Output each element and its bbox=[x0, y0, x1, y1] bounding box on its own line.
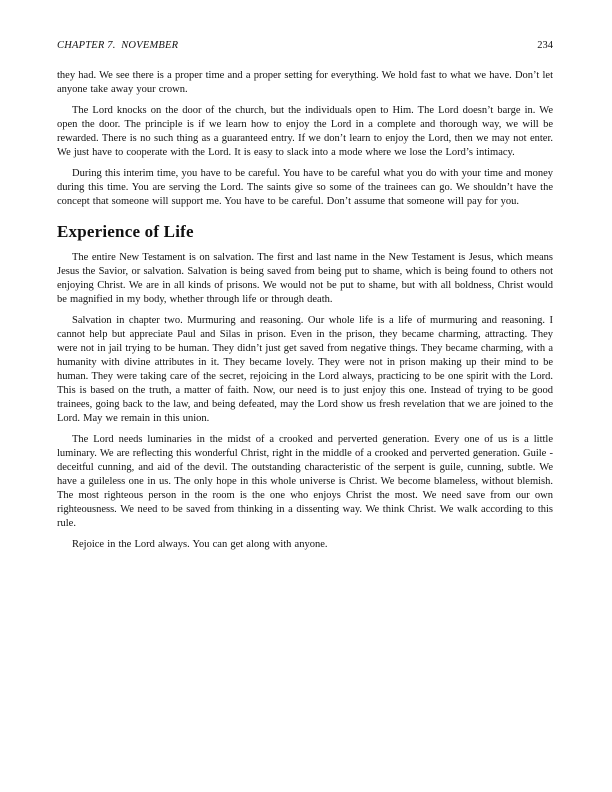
running-header bbox=[57, 40, 553, 51]
paragraph-3: During this interim time, you have to be careful. You have to be careful what you do with your time and money during this time. You are serving the Lord. The saints give so some of the trainees can go. We shouldn’t have the concept that someone will support me. You have to be careful. Don’t assume that someone will pay for you. bbox=[57, 168, 553, 207]
paragraph-1: they had. We see there is a proper time and a proper setting for everything. We hold fast to what we have. Don’t let anyone take away your crown. bbox=[57, 70, 553, 95]
page-body bbox=[57, 69, 553, 559]
paragraph-2: The Lord knocks on the door of the church, but the individuals open to Him. The Lord doesn’t barge in. We open the door. The principle is if we learn how to enjoy the Lord in a complete and thorough way, we will be rewarded. There is no such thing as a guaranteed entry. If we don’t learn to enjoy the Lord, then we may not enter. We just have to cooperate with the Lord. It is easy to slack into a mode where we lose the Lord’s intimacy. bbox=[57, 105, 553, 158]
page-number: 234 bbox=[537, 40, 553, 51]
paragraph-7: Rejoice in the Lord always. You can get along with anyone. bbox=[72, 539, 328, 550]
running-header-chapter-title: CHAPTER 7. NOVEMBER bbox=[57, 40, 179, 51]
paragraph-5: Salvation in chapter two. Murmuring and reasoning. Our whole life is a life of murmuring and reasoning. I cannot help but appreciate Paul and Silas in prison. Even in the prison, they became charming, attracting. They were not in jail trying to be human. They didn’t just get saved from negative things. They became charming, with a humanity with divine attributes in it. They became lovely. They were not in prison making up their mind to be human. They were taking care of the secret, rejoicing in the Lord always, practicing to be one spirit with the Lord. This is based on the truth, a matter of faith. Now, our need is to just enjoy this one. Instead of trying to be good trainees, going back to the law, and being defeated, may the Lord show us fresh revelation that we are joined to the Lord. May we remain in this union. bbox=[57, 315, 553, 424]
paragraph-4: The entire New Testament is on salvation. The first and last name in the New Testament is Jesus, which means Jesus the Savior, or salvation. Salvation is being saved from being put to shame, which is being found to others not enjoying Christ. We are in all kinds of prisons. We would not be put to shame, but with all boldness, Christ would be magnified in my body, whether through life or through death. bbox=[57, 252, 553, 305]
section-heading: Experience of Life bbox=[57, 222, 194, 241]
paragraph-6: The Lord needs luminaries in the midst of a crooked and perverted generation. Every one of us is a little luminary. We are reflecting this wonderful Christ, right in the middle of a crooked and perverted generation. Guile - deceitful cunning, and aid of the devil. The outstanding characteristic of the serpent is guile, cunning, subtle. We have a guileless one in us. The only hope in this whole universe is Christ. We become blameless, without blemish. The most righteous person in the room is the one who enjoys Christ the most. We need save from our own righteousness. We need to be saved from thinking in a dissenting way. We think Christ. We walk according to this rule. bbox=[57, 434, 553, 529]
